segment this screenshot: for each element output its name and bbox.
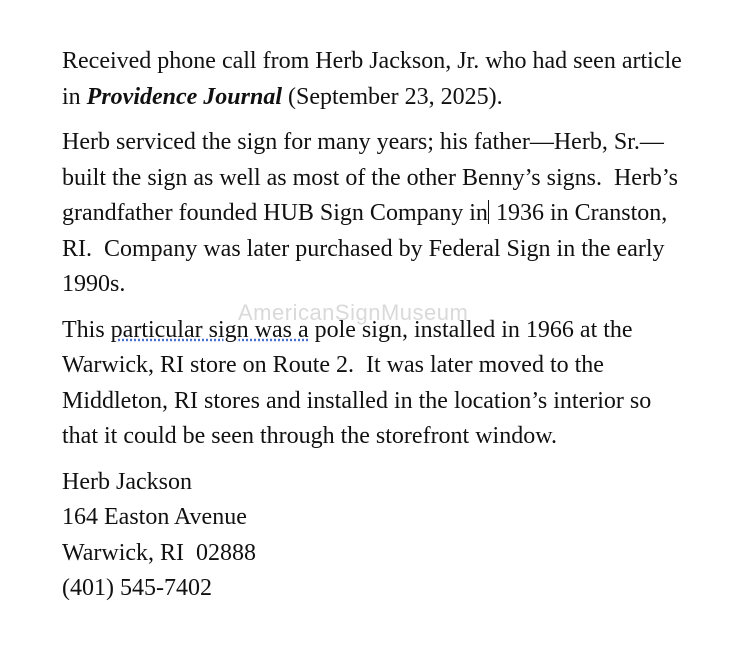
- p3-text-start: This: [62, 316, 111, 343]
- journal-title: Providence Journal: [86, 83, 282, 110]
- p1-text-after: (September 23, 2025).: [282, 83, 503, 110]
- p1-text-before: Received phone call from Herb Jackson, Jr. who had seen article in: [62, 48, 682, 110]
- contact-phone: (401) 545-7402: [62, 575, 212, 601]
- p2-text-before-cursor: Herb serviced the sign for many years; his father—Herb, Sr.—built the sign as well as most of the other Benny’s signs. Herb’s grandfather founded HUB Sign Company in: [62, 129, 678, 226]
- p2-text-after-cursor: 1936 in Cranston, RI. Company was later purchased by Federal Sign in the early 1990s.: [62, 200, 668, 297]
- contact-address: [62, 465, 692, 607]
- p3-text-rest: pole sign, installed in 1966 at the Warwick, RI store on Route 2. It was later moved to the Middleton, RI stores and installed in the location’s interior so that it could be seen through the storefront window.: [62, 316, 652, 449]
- paragraph-pole-sign: [62, 313, 692, 455]
- museum-watermark: AmericanSignMuseum: [238, 300, 469, 325]
- paragraph-sign-history: [62, 125, 692, 303]
- contact-street: 164 Easton Avenue: [62, 504, 247, 530]
- grammar-underline[interactable]: particular sign was a: [110, 316, 309, 343]
- paragraph-phone-call: [62, 44, 692, 115]
- text-cursor: [488, 200, 489, 224]
- contact-name: Herb Jackson: [62, 468, 192, 495]
- contact-city: Warwick, RI 02888: [62, 539, 257, 566]
- document-body: [62, 44, 692, 607]
